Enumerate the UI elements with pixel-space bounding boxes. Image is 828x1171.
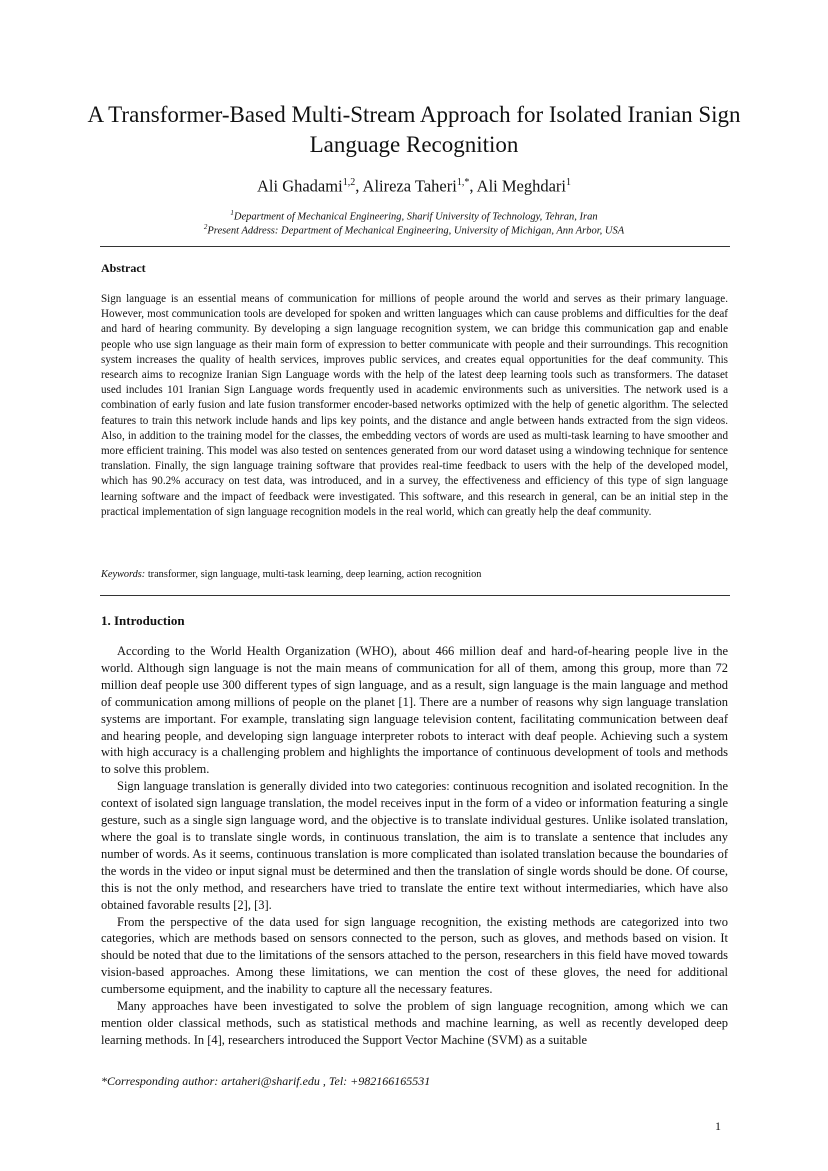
- author-name: Alireza Taheri: [362, 176, 457, 196]
- keywords-divider: [100, 595, 730, 596]
- author-affiliation-mark: 1,*: [456, 177, 470, 188]
- author-name: Ali Meghdari: [476, 176, 567, 196]
- introduction-body: [101, 643, 728, 1049]
- keywords-text: transformer, sign language, multi-task learning, deep learning, action recognition: [147, 569, 482, 580]
- author-list: [70, 172, 758, 198]
- keywords-label: Keywords:: [101, 569, 146, 580]
- author-affiliation-mark: 1,2: [342, 177, 356, 188]
- author-affiliation-mark: 1: [566, 177, 572, 188]
- affiliation-text: Present Address: Department of Mechanical Engineering, University of Michigan, Ann Arbor, USA: [207, 225, 625, 237]
- abstract-body: Sign language is an essential means of communication for millions of people around the world and serves as their primary language. However, most communication tools are developed for spoken and written languages which can cause problems and difficulties for the deaf and hard of hearing community. By developing a sign language recognition system, we can bridge this communication gap and enable people who use sign language as their main form of expression to better communicate with people and their surroundings. This recognition system increases the quality of health services, improves public services, and creates equal opportunities for the deaf community. This research aims to recognize Iranian Sign Language words with the help of the latest deep learning tools such as transformers. The dataset used includes 101 Iranian Sign Language words frequently used in academic environments such as universities. The network used is a combination of early fusion and late fusion transformer encoder-based networks optimized with the help of genetic algorithm. The selected features to train this network include hands and lips key points, and the distance and angle between hands extracted from the sign videos. Also, in addition to the training model for the classes, the embedding vectors of words are used as multi-task learning to have smoother and more efficient training. This model was also tested on sentences generated from our word dataset using a windowing technique for sentence translation. Finally, the sign language training software that provides real-time feedback to users with the help of the developed model, which has 90.2% accuracy on test data, was introduced, and in a survey, the effectiveness and efficiency of this type of sign language learning software and the impact of feedback were investigated. This software, and this research in general, can be an initial step in the practical implementation of sign language recognition models in the real world, which can greatly help the deaf community.: [101, 293, 728, 518]
- author-separator: ,: [469, 176, 477, 196]
- affiliation-text: Department of Mechanical Engineering, Sharif University of Technology, Tehran, Iran: [233, 211, 598, 223]
- author-name: Ali Ghadami: [256, 176, 343, 196]
- corresponding-author-footnote: *Corresponding author: artaheri@sharif.edu , Tel: +982166165531: [101, 1074, 431, 1088]
- page-number: 1: [715, 1119, 721, 1133]
- affiliation-mark: 2: [203, 223, 208, 231]
- affiliation-mark: 1: [230, 209, 234, 217]
- section-heading-introduction: 1. Introduction: [101, 613, 185, 628]
- introduction-paragraph: Sign language translation is generally divided into two categories: continuous recognition and isolated recognition. In the context of isolated sign language translation, the model receives input in the form of a video or information featuring a single gesture, such as a single sign language word, and the objective is to translate individual gestures. Unlike isolated translation, where the goal is to translate single words, in continuous translation, the aim is to translate a sentence that includes any number of words. As it seems, continuous translation is more complicated than isolated translation because the boundaries of the words in the video or input signal must be determined and then the translation of single words should be done. Of course, this is not the only method, and researchers have tried to translate the entire text without intermediaries, which have also obtained favorable results [2], [3].: [101, 779, 728, 912]
- paper-title: A Transformer-Based Multi-Stream Approach for Isolated Iranian Sign Language Recognition: [87, 102, 741, 157]
- affiliation-2: [70, 220, 758, 239]
- keywords-line: [101, 568, 728, 582]
- abstract-heading: Abstract: [101, 261, 146, 275]
- top-divider: [100, 246, 730, 247]
- author-separator: ,: [355, 176, 363, 196]
- introduction-paragraph: From the perspective of the data used for sign language recognition, the existing methods are categorized into two categories, which are methods based on sensors connected to the person, such as gloves, and methods based on vision. It should be noted that due to the limitations of the sensors attached to the person, researchers in this field have moved towards vision-based approaches. Among these limitations, we can mention the cost of these gloves, the need for additional cumbersome equipment, and the inability to capture all the necessary features.: [101, 914, 728, 997]
- introduction-paragraph: Many approaches have been investigated to solve the problem of sign language recognition, among which we can mention older classical methods, such as statistical methods and machine learning, as well as recently developed deep learning methods. In [4], researchers introduced the Support Vector Machine (SVM) as a suitable: [101, 999, 728, 1047]
- introduction-paragraph: According to the World Health Organization (WHO), about 466 million deaf and hard-of-hearing people live in the world. Although sign language is not the main means of communication for all of them, among this group, more than 72 million deaf people use 300 different types of sign language, and as a result, sign language is the main language and method of communication among millions of people on the planet [1]. There are a number of reasons why sign language translation systems are important. For example, translating sign language television content, facilitating communication between deaf and hearing people, and developing sign language interpreter robots to interact with deaf people. Achieving such a system with high accuracy is a challenging problem and highlights the importance of continuous development of tools and methods to solve this problem.: [101, 644, 728, 777]
